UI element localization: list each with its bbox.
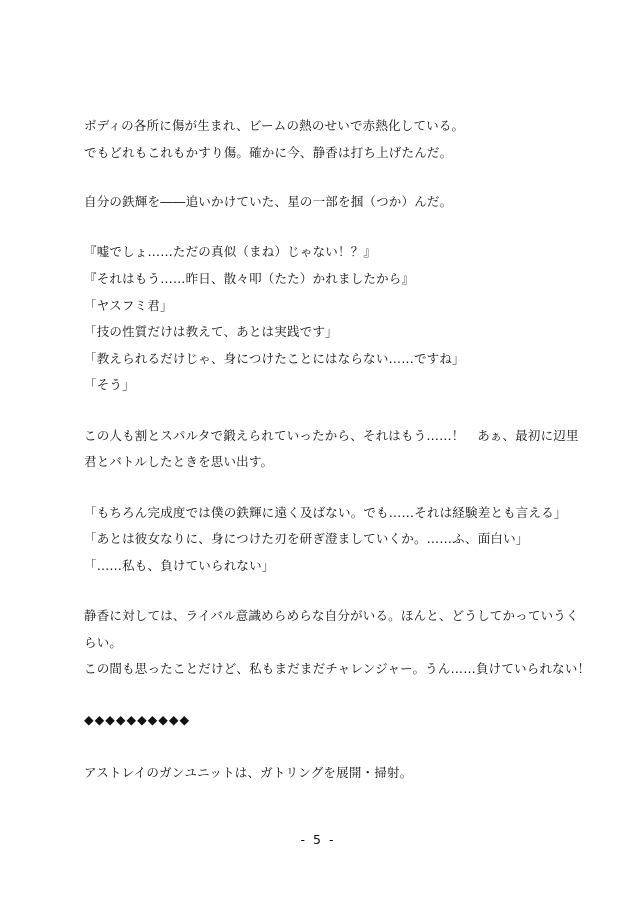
dialogue-line: 「もちろん完成度では僕の鉄輝に遠く及ばない。でも……それは経験差とも言える」 <box>84 505 567 520</box>
page-number: - 5 - <box>300 832 336 847</box>
text-line: 静香に対しては、ライバル意識めらめらな自分がいる。ほんと、どうしてかっていうく <box>84 608 579 623</box>
dialogue-line: 「技の性質だけは教えて、あとは実践です」 <box>84 324 338 339</box>
dialogue-line: 「ヤスフミ君」 <box>84 298 173 313</box>
dialogue-line: 「教えられるだけじゃ、身につけたことにはならない……ですね」 <box>84 351 465 366</box>
text-line: アストレイのガンユニットは、ガトリングを展開・掃射。 <box>84 765 413 780</box>
text-line: でもどれもこれもかすり傷。確かに今、静香は打ち上げたんだ。 <box>84 145 453 160</box>
text-line: この間も思ったことだけど、私もまだまだチャレンジャー。うん……負けていられない！ <box>84 661 591 676</box>
section-break-diamonds: ◆◆◆◆◆◆◆◆◆◆ <box>84 712 191 727</box>
text-line: らい。 <box>84 635 123 650</box>
dialogue-line: 「あとは彼女なりに、身につけた刃を研ぎ澄ましていくか。……ふ、面白い」 <box>84 531 529 546</box>
text-line: 自分の鉄輝を――追いかけていた、星の一部を掴（つか）んだ。 <box>84 194 453 209</box>
text-line: ボディの各所に傷が生まれ、ビームの熱のせいで赤熱化している。 <box>84 118 465 133</box>
dialogue-line: 「そう」 <box>84 377 135 392</box>
dialogue-line: 『嘘でしょ……ただの真似（まね）じゃない！？』 <box>84 244 377 259</box>
dialogue-line: 「……私も、負けていられない」 <box>84 558 275 573</box>
text-line: 君とバトルしたときを思い出す。 <box>84 454 274 469</box>
text-line: この人も割とスパルタで鍛えられていったから、それはもう……！ あぁ、最初に辺里 <box>84 428 579 443</box>
dialogue-line: 『それはもう……昨日、散々叩（たた）かれましたから』 <box>84 271 415 286</box>
